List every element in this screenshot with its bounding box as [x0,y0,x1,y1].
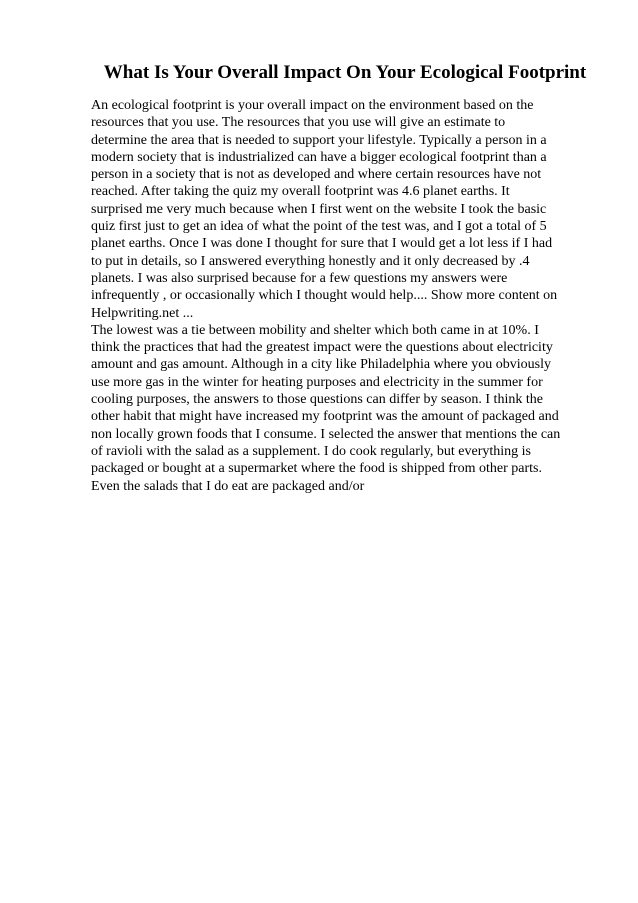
text-line: resources that you use. The resources that you use will give an estimate to [91,115,506,131]
text-line: infrequently , or occasionally which I thought would help.... Show more content on [91,288,558,304]
paragraph-2 [91,322,591,495]
text-line: think the practices that had the greatest impact were the questions about electricity [91,340,553,356]
paragraph-1 [91,97,591,322]
text-line: quiz first just to get an idea of what the point of the test was, and I got a total of 5 [91,219,547,235]
text-line: to put in details, so I answered everything honestly and it only decreased by .4 [91,253,530,269]
text-line: determine the area that is needed to support your lifestyle. Typically a person in a [91,132,547,148]
text-line: planets. I was also surprised because for a few questions my answers were [91,270,508,286]
text-line: Helpwriting.net ... [91,305,194,321]
text-line: use more gas in the winter for heating purposes and electricity in the summer for [91,374,543,390]
text-line: The lowest was a tie between mobility and shelter which both came in at 10%. I [91,322,539,338]
text-line: An ecological footprint is your overall impact on the environment based on the [91,98,534,113]
text-line: amount and gas amount. Although in a city like Philadelphia where you obviously [91,357,551,373]
text-line: planet earths. Once I was done I thought for sure that I would get a lot less if I had [91,236,553,252]
text-line: cooling purposes, the answers to those questions can differ by season. I think the [91,392,543,408]
text-line: Even the salads that I do eat are packaged and/or [91,478,365,494]
text-line: surprised me very much because when I first went on the website I took the basic [91,201,547,217]
document-body [91,97,591,495]
text-line: person in a society that is not as developed and where certain resources have not [91,167,542,183]
text-line: non locally grown foods that I consume. I selected the answer that mentions the can [91,426,561,442]
text-line: of ravioli with the salad as a supplement. I do cook regularly, but everything is [91,443,531,459]
text-line: modern society that is industrialized can have a bigger ecological footprint than a [91,149,547,165]
text-line: packaged or bought at a supermarket where the food is shipped from other parts. [91,461,542,477]
document-title: What Is Your Overall Impact On Your Ecological Footprint [103,62,587,83]
text-line: other habit that might have increased my footprint was the amount of packaged and [91,409,559,425]
text-line: reached. After taking the quiz my overall footprint was 4.6 planet earths. It [91,184,510,200]
